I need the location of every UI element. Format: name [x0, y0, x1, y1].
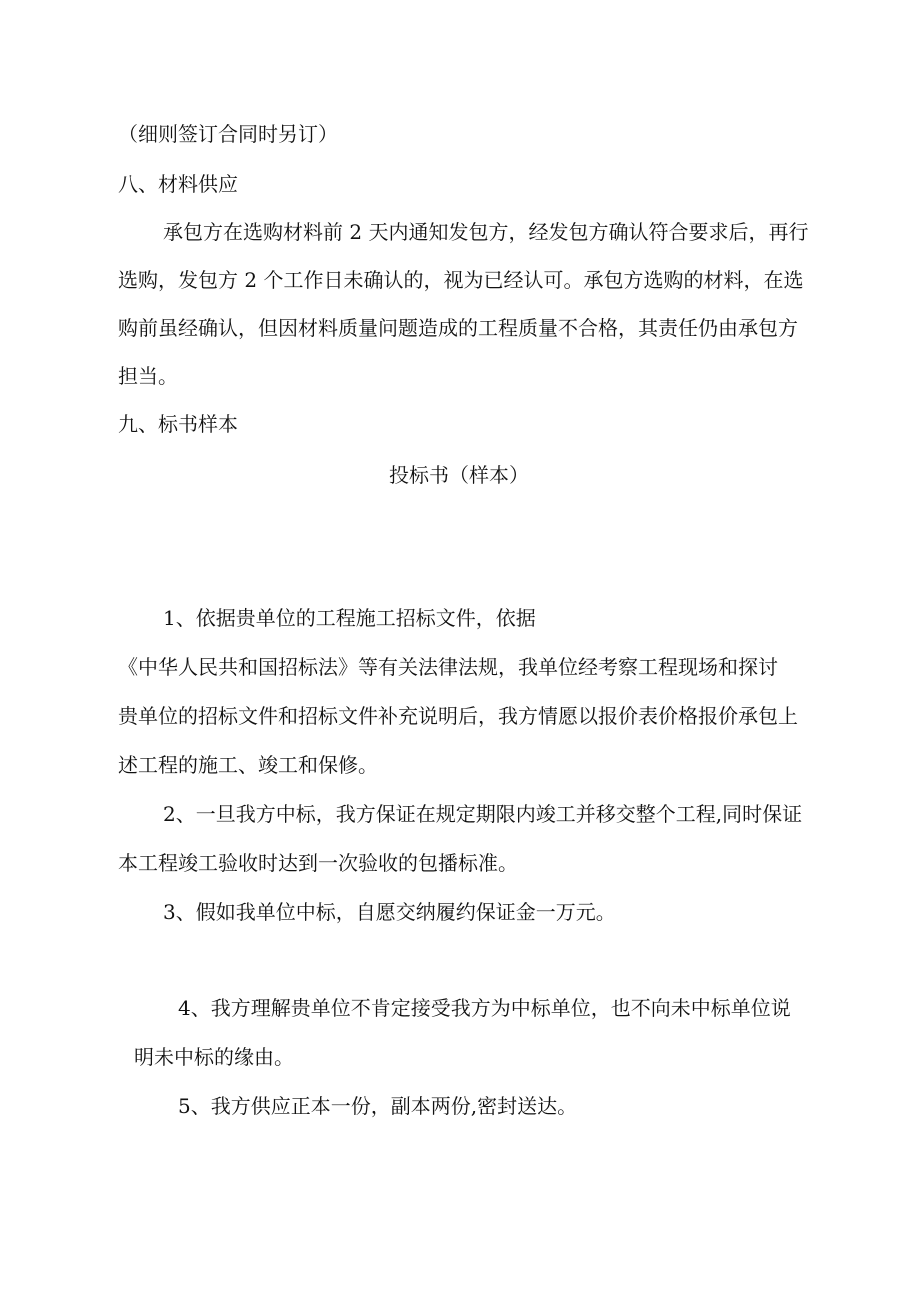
bid-item-4-line: 明未中标的缘由。 — [134, 1045, 294, 1069]
section-8-paragraph-line: 担当。 — [118, 364, 178, 388]
section-8-heading: 八、材料供应 — [118, 172, 238, 196]
bid-item-1-line: 《中华人民共和国招标法》等有关法律法规，我单位经考察工程现场和探讨 — [118, 655, 778, 679]
bid-title: 投标书（样本） — [389, 463, 529, 487]
section-9-heading: 九、标书样本 — [118, 412, 238, 436]
bid-item-2-line: 2、一旦我方中标，我方保证在规定期限内竣工并移交整个工程,同时保证 — [163, 802, 803, 826]
bid-item-1-line: 贵单位的招标文件和招标文件补充说明后，我方情愿以报价表价格报价承包上 — [118, 704, 798, 728]
bid-item-2-line: 本工程竣工验收时达到一次验收的包播标准。 — [118, 851, 518, 875]
section-8-paragraph-line: 承包方在选购材料前 2 天内通知发包方，经发包方确认符合要求后，再行 — [163, 220, 809, 244]
section-8-paragraph-line: 选购，发包方 2 个工作日未确认的，视为已经认可。承包方选购的材料，在选 — [118, 268, 804, 292]
bid-item-1-line: 述工程的施工、竣工和保修。 — [118, 753, 378, 777]
bid-item-3: 3、假如我单位中标，自愿交纳履约保证金一万元。 — [163, 900, 616, 924]
section-8-paragraph-line: 购前虽经确认，但因材料质量问题造成的工程质量不合格，其责任仍由承包方 — [118, 316, 798, 340]
contract-note: （细则签订合同时另订） — [118, 122, 338, 146]
bid-item-4-line: 4、我方理解贵单位不肯定接受我方为中标单位，也不向未中标单位说 — [178, 996, 791, 1020]
bid-item-1-line: 1、依据贵单位的工程施工招标文件，依据 — [163, 606, 536, 630]
bid-item-5: 5、我方供应正本一份，副本两份,密封送达。 — [178, 1094, 578, 1118]
